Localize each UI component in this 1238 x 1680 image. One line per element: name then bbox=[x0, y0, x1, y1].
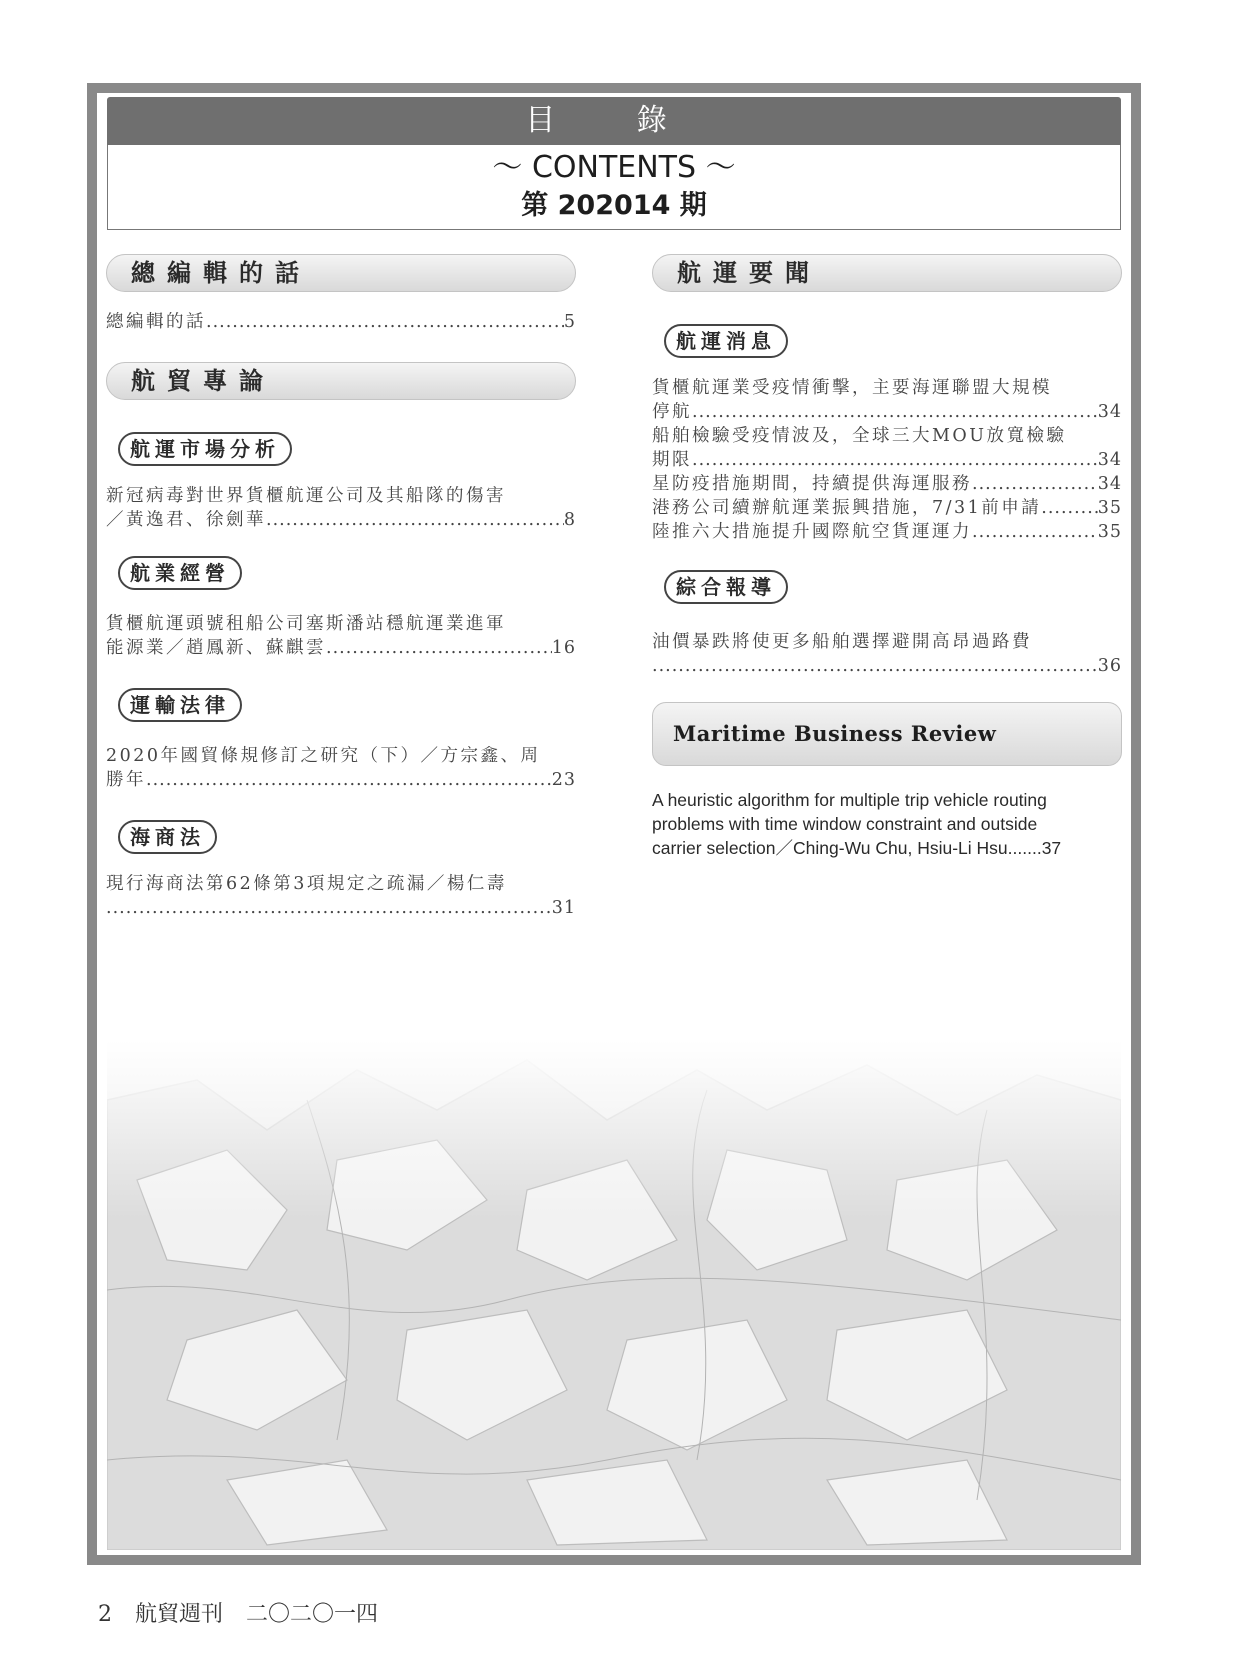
leader-dots bbox=[972, 520, 1098, 544]
entry-page: 34 bbox=[1097, 402, 1122, 422]
leader-dots bbox=[106, 896, 552, 920]
leader-dots bbox=[266, 508, 564, 532]
entry-title-line: 2020年國貿條規修訂之研究（下）／方宗鑫、周 bbox=[106, 746, 541, 766]
leader-dots: ....... bbox=[1007, 838, 1042, 858]
tag-market-analysis: 航運市場分析 bbox=[118, 432, 292, 466]
entry-title-line: 貨櫃航運頭號租船公司塞斯潘站穩航運業進軍 bbox=[106, 614, 506, 634]
toc-entry[interactable] bbox=[652, 472, 1122, 496]
entry-title-line: problems with time window constraint and outside bbox=[652, 814, 1038, 834]
entry-title-line: 油價暴跌將使更多船舶選擇避開高昂過路費 bbox=[652, 632, 1032, 652]
leader-dots bbox=[146, 768, 552, 792]
issue-label: 二〇二〇一四 bbox=[246, 1602, 379, 1627]
tag-shipping-news: 航運消息 bbox=[664, 324, 788, 358]
entry-page: 37 bbox=[1041, 838, 1062, 858]
toc-entry[interactable] bbox=[652, 424, 1122, 472]
entry-page: 36 bbox=[1097, 656, 1122, 676]
entry-page: 31 bbox=[551, 898, 576, 918]
entry-page: 5 bbox=[563, 312, 576, 332]
entry-title-line: 貨櫃航運業受疫情衝擊，主要海運聯盟大規模 bbox=[652, 378, 1052, 398]
entry-title: 期限 bbox=[652, 450, 692, 470]
leader-dots bbox=[326, 636, 552, 660]
section-heading-editor: 總編輯的話 bbox=[106, 254, 576, 292]
entry-title-line: 現行海商法第62條第3項規定之疏漏／楊仁壽 bbox=[106, 874, 507, 894]
entry-title: 陸推六大措施提升國際航空貨運運力 bbox=[652, 522, 972, 542]
entry-title: ／黃逸君、徐劍華 bbox=[106, 510, 266, 530]
toc-header bbox=[107, 145, 1121, 230]
entry-page: 34 bbox=[1097, 474, 1122, 494]
entry-title: 能源業／趙鳳新、蘇麒雲 bbox=[106, 638, 326, 658]
toc-entry[interactable] bbox=[652, 520, 1122, 544]
section-heading-shipping-news: 航運要聞 bbox=[652, 254, 1122, 292]
toc-entry[interactable] bbox=[106, 310, 576, 334]
entry-title: 總編輯的話 bbox=[106, 312, 206, 332]
entry-title-line: 船舶檢驗受疫情波及，全球三大MOU放寬檢驗 bbox=[652, 426, 1067, 446]
entry-title: 勝年 bbox=[106, 770, 146, 790]
toc-entry[interactable] bbox=[652, 376, 1122, 424]
contents-title: ～ CONTENTS ～ bbox=[492, 150, 736, 185]
entry-page: 8 bbox=[563, 510, 576, 530]
toc-entry[interactable] bbox=[106, 872, 576, 920]
toc-title: 目 錄 bbox=[107, 97, 1121, 145]
entry-page: 35 bbox=[1097, 498, 1122, 518]
entry-page: 34 bbox=[1097, 450, 1122, 470]
section-heading-mbr: Maritime Business Review bbox=[652, 702, 1122, 766]
leader-dots bbox=[972, 472, 1098, 496]
entry-title: carrier selection／Ching-Wu Chu, Hsiu-Li Hsu bbox=[652, 838, 1008, 858]
leader-dots bbox=[692, 448, 1098, 472]
tag-transport-law: 運輸法律 bbox=[118, 688, 242, 722]
entry-title-line: A heuristic algorithm for multiple trip vehicle routing bbox=[652, 790, 1047, 810]
tag-maritime-law: 海商法 bbox=[118, 820, 217, 854]
entry-page: 23 bbox=[551, 770, 576, 790]
issue-number: 第 202014 期 bbox=[521, 190, 707, 221]
tag-shipping-management: 航業經營 bbox=[118, 556, 242, 590]
leader-dots bbox=[652, 654, 1098, 678]
toc-entry[interactable] bbox=[106, 484, 576, 532]
toc-entry-mbr[interactable] bbox=[652, 788, 1122, 860]
toc-entry[interactable] bbox=[652, 496, 1122, 520]
toc-entry-group bbox=[652, 376, 1122, 544]
section-heading-commentary: 航貿專論 bbox=[106, 362, 576, 400]
entry-title: 停航 bbox=[652, 402, 692, 422]
entry-page: 35 bbox=[1097, 522, 1122, 542]
leader-dots bbox=[206, 310, 564, 334]
leader-dots bbox=[1041, 496, 1097, 520]
toc-entry[interactable] bbox=[652, 630, 1122, 678]
entry-page: 16 bbox=[551, 638, 576, 658]
entry-title: 星防疫措施期間，持續提供海運服務 bbox=[652, 474, 972, 494]
entry-title-line: 新冠病毒對世界貨櫃航運公司及其船隊的傷害 bbox=[106, 486, 506, 506]
page-footer bbox=[98, 1597, 394, 1628]
toc-entry[interactable] bbox=[106, 612, 576, 660]
tag-general-report: 綜合報導 bbox=[664, 570, 788, 604]
toc-entry[interactable] bbox=[106, 744, 576, 792]
leader-dots bbox=[692, 400, 1098, 424]
publication-name: 航貿週刊 bbox=[135, 1602, 224, 1627]
marble-background bbox=[107, 1040, 1121, 1550]
entry-title: 港務公司續辦航運業振興措施，7/31前申請 bbox=[652, 498, 1042, 518]
page-number: 2 bbox=[98, 1602, 112, 1627]
